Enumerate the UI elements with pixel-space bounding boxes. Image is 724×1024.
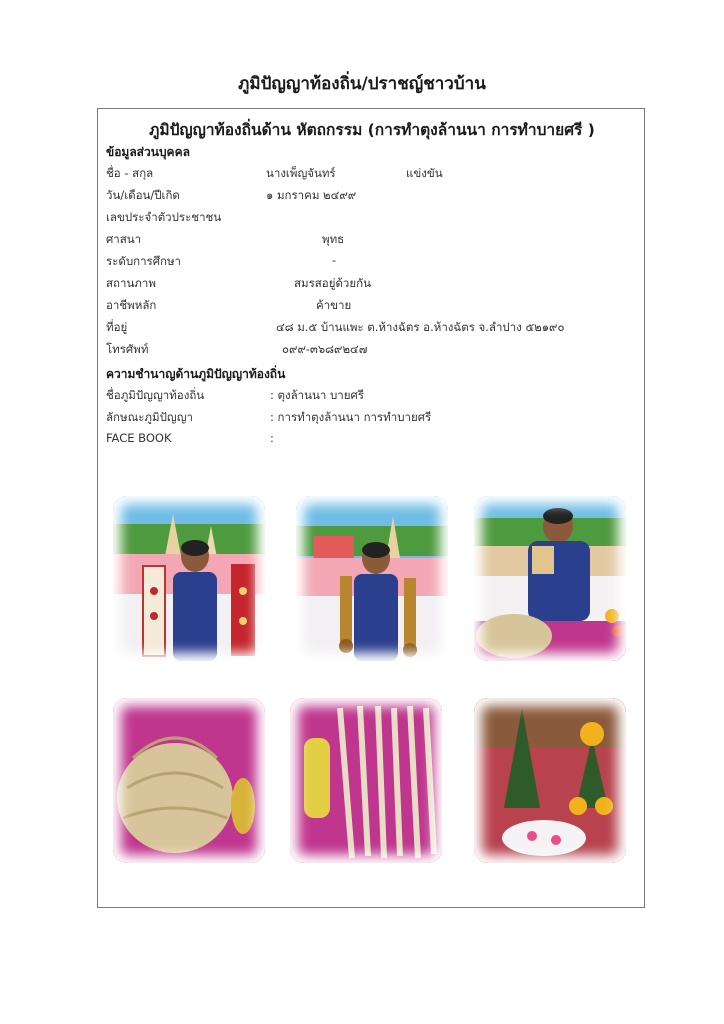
- photo-woman-with-ornaments: [296, 496, 448, 661]
- wisdom-name-value: : ตุงล้านนา บายศรี: [270, 388, 364, 402]
- photo-baisri-offerings: [474, 698, 626, 863]
- occupation-label: อาชีพหลัก: [106, 298, 157, 312]
- religion-row: [106, 231, 636, 251]
- wisdom-name-row: [106, 387, 636, 407]
- id-row: [106, 209, 636, 229]
- religion-label: ศาสนา: [106, 232, 142, 246]
- status-label: สถานภาพ: [106, 276, 156, 290]
- occupation-row: [106, 297, 636, 317]
- education-value: -: [332, 253, 337, 267]
- photo-bamboo-hat: [113, 698, 265, 863]
- id-label: เลขประจำตัวประชาชน: [106, 210, 222, 224]
- name-value: นางเพ็ญจันทร์: [266, 166, 336, 180]
- birth-value: ๑ มกราคม ๒๔๙๙: [266, 188, 357, 202]
- phone-row: [106, 341, 636, 361]
- page-title: ภูมิปัญญาท้องถิ่น/ปราชญ์ชาวบ้าน: [238, 74, 486, 94]
- phone-label: โทรศัพท์: [106, 342, 149, 356]
- photo-woman-with-bamboo-hat: [474, 496, 626, 661]
- address-value: ๔๘ ม.๕ บ้านแพะ ต.ห้างฉัตร อ.ห้างฉัตร จ.ลำปาง ๕๒๑๙๐: [276, 320, 565, 334]
- name-label: ชื่อ - สกุล: [106, 166, 154, 180]
- status-row: [106, 275, 636, 295]
- expertise-title: ความชำนาญด้านภูมิปัญญาท้องถิ่น: [106, 367, 286, 381]
- religion-value: พุทธ: [322, 232, 345, 246]
- wisdom-type-label: ลักษณะภูมิปัญญา: [106, 410, 193, 424]
- wisdom-type-value: : การทำตุงล้านนา การทำบายศรี: [270, 410, 432, 424]
- address-row: [106, 319, 636, 339]
- photo-woven-strands: [290, 698, 442, 863]
- occupation-value: ค้าขาย: [316, 298, 352, 312]
- education-row: [106, 253, 636, 273]
- photo-woman-with-tung-flags: [113, 496, 265, 661]
- name-row: [106, 165, 636, 185]
- wisdom-name-label: ชื่อภูมิปัญญาท้องถิ่น: [106, 388, 205, 402]
- personal-info-title: ข้อมูลส่วนบุคคล: [106, 145, 190, 159]
- education-label: ระดับการศึกษา: [106, 254, 182, 268]
- birth-label: วัน/เดือน/ปีเกิด: [106, 188, 180, 202]
- birth-row: [106, 187, 636, 207]
- facebook-label: FACE BOOK: [106, 431, 172, 445]
- surname-value: แข่งขัน: [406, 166, 443, 180]
- facebook-value: :: [270, 431, 274, 445]
- document-heading: ภูมิปัญญาท้องถิ่นด้าน หัตถกรรม (การทำตุงล้านนา การทำบายศรี ): [149, 121, 595, 139]
- wisdom-type-row: [106, 409, 636, 429]
- facebook-row: [106, 431, 636, 451]
- status-value: สมรสอยู่ด้วยกัน: [294, 276, 371, 290]
- phone-value: ๐๙๙-๓๖๘๙๒๔๗: [282, 342, 368, 356]
- address-label: ที่อยู่: [106, 320, 128, 334]
